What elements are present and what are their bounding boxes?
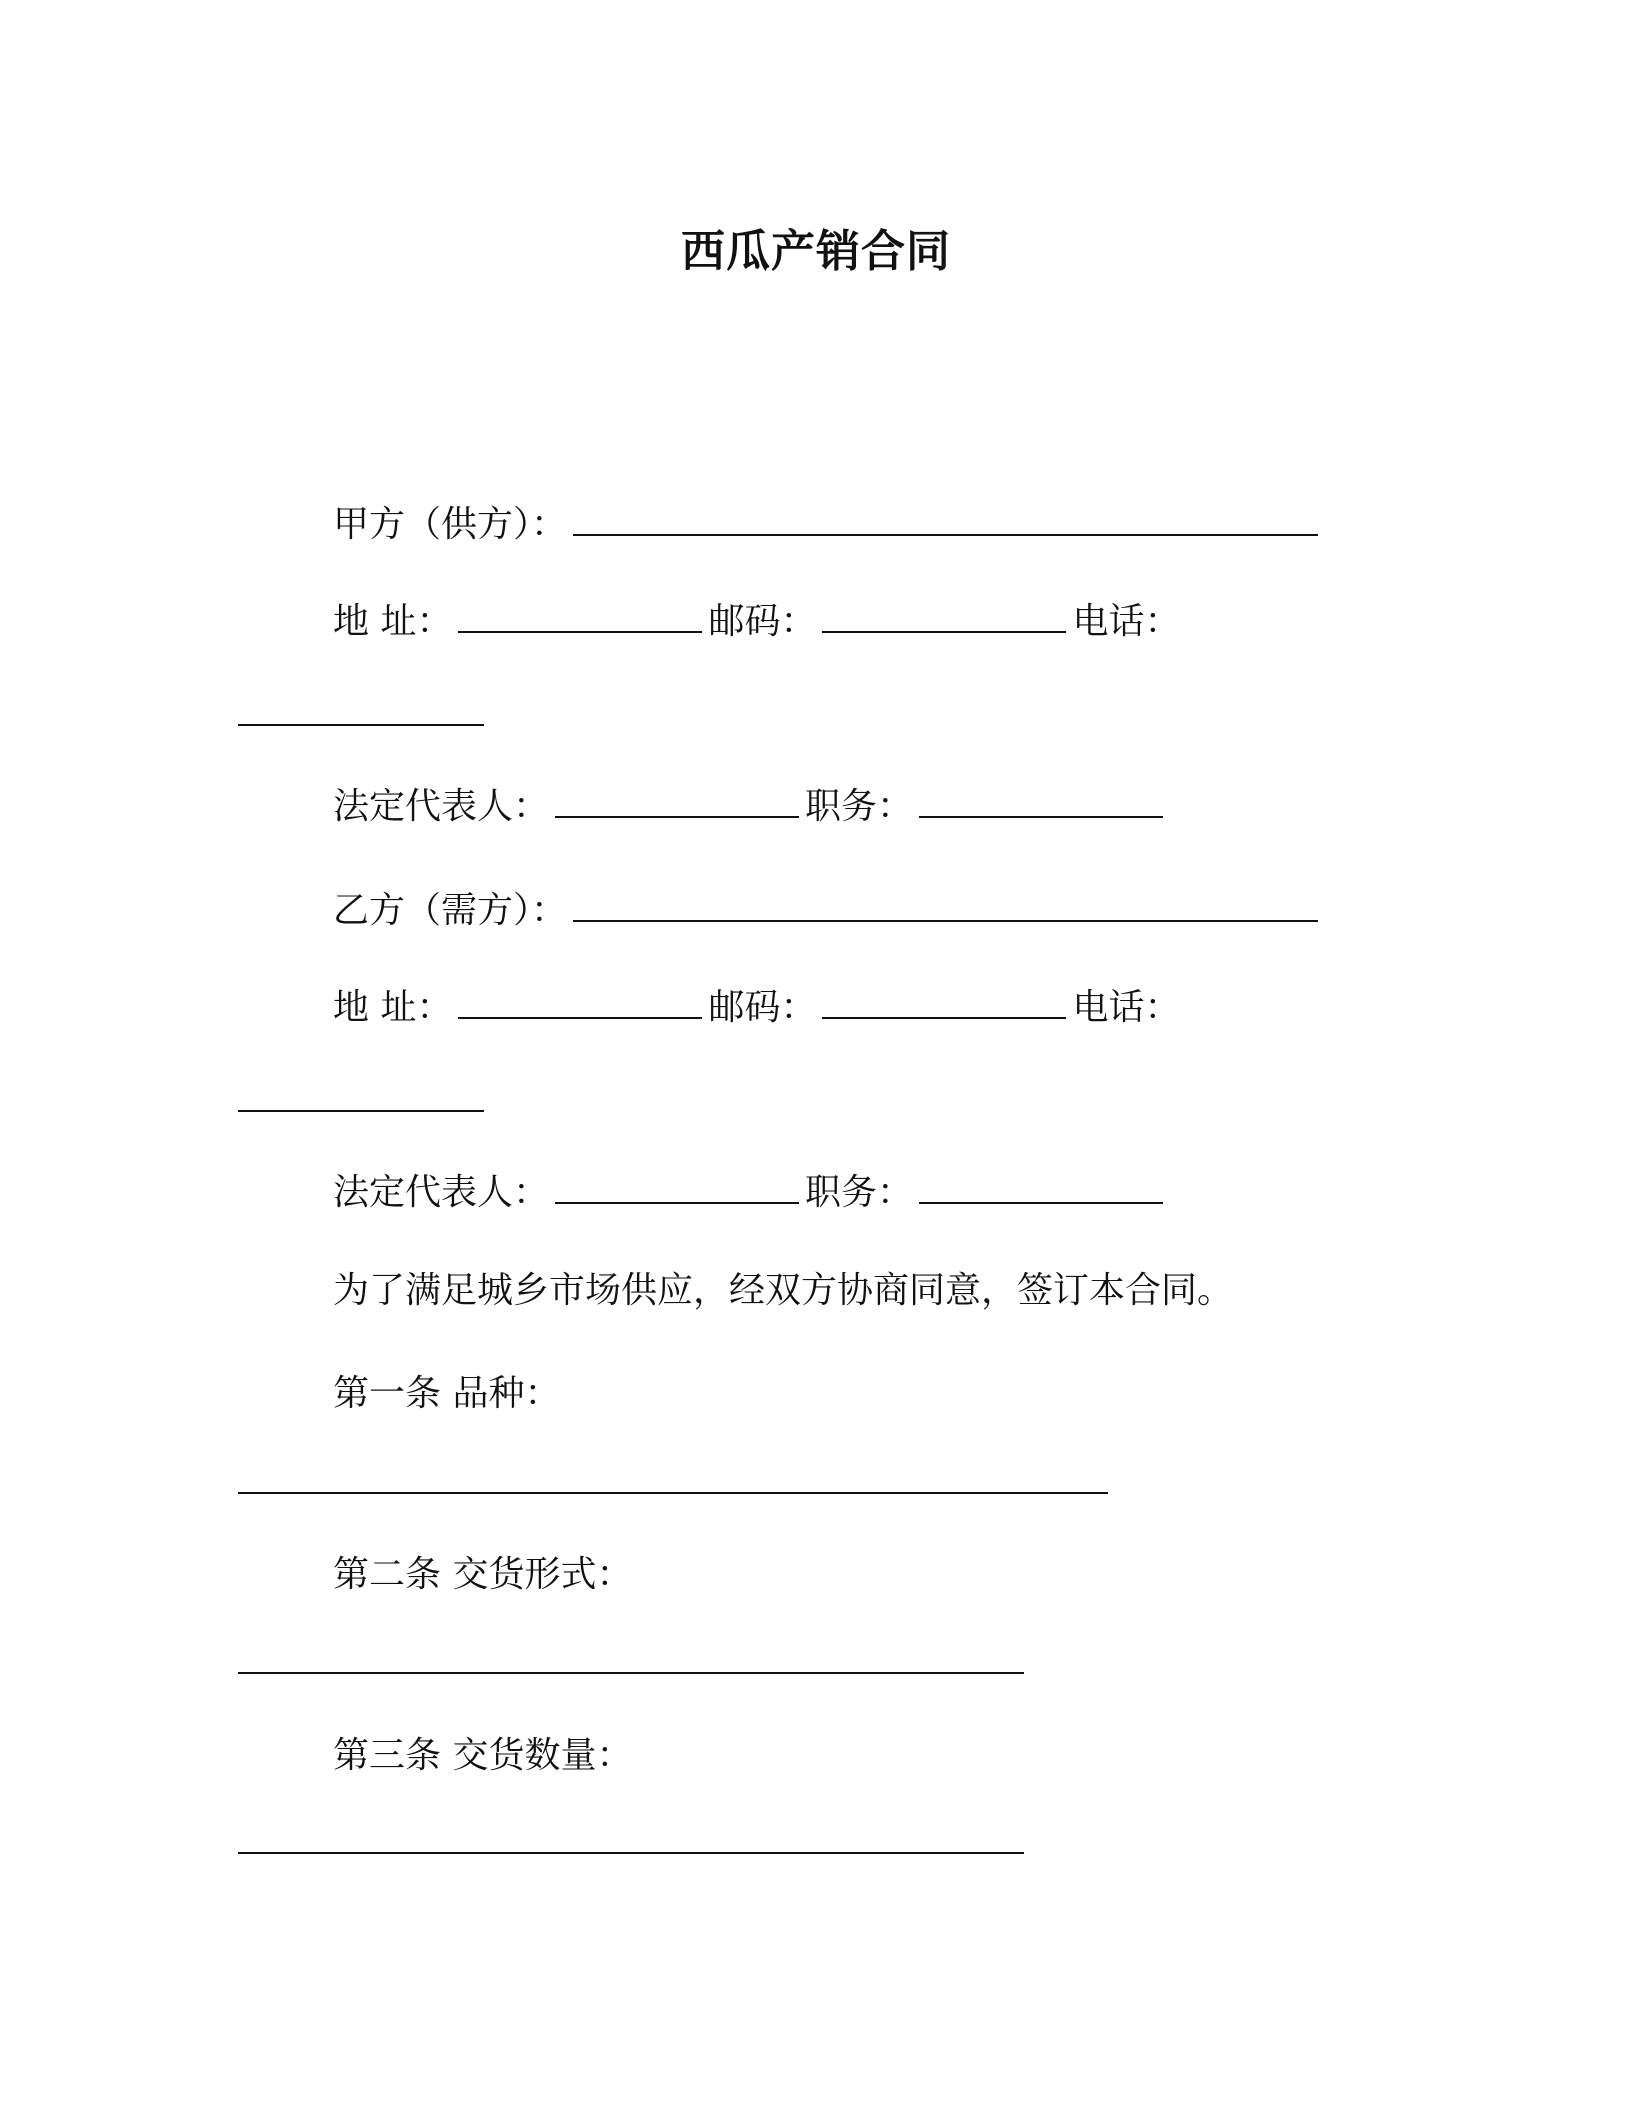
article-3-line	[238, 1818, 1030, 1868]
party-b-label: 乙方（需方）：	[333, 890, 568, 931]
party-a-address-blank[interactable]	[458, 597, 702, 633]
article-2-blank[interactable]	[238, 1638, 1024, 1674]
party-b-phone-blank[interactable]	[238, 1076, 484, 1112]
party-b-phone-line	[238, 1076, 490, 1126]
party-b-position-label: 职务：	[805, 1172, 914, 1213]
party-b-blank[interactable]	[573, 886, 1318, 922]
document-title: 西瓜产销合同	[681, 226, 951, 277]
party-a-address-label: 地 址：	[333, 601, 453, 642]
article-1-label: 第一条 品种：	[333, 1373, 561, 1414]
party-b-address-label: 地 址：	[333, 987, 453, 1028]
party-a-position-blank[interactable]	[919, 782, 1163, 818]
party-b-address-blank[interactable]	[458, 983, 702, 1019]
party-a-phone-line	[238, 690, 490, 740]
article-3-label: 第三条 交货数量：	[333, 1735, 633, 1776]
article-1-line	[238, 1458, 1114, 1508]
party-b-rep-blank[interactable]	[555, 1168, 799, 1204]
party-a-phone-blank[interactable]	[238, 690, 484, 726]
party-b-rep-label: 法定代表人：	[333, 1172, 550, 1213]
party-a-rep-label: 法定代表人：	[333, 786, 550, 827]
party-a-blank[interactable]	[573, 500, 1318, 536]
party-a-label: 甲方（供方）：	[333, 504, 568, 545]
party-b-postcode-label: 邮码：	[708, 987, 817, 1028]
party-a-rep-line	[333, 782, 1169, 832]
party-a-address-line	[333, 597, 1180, 647]
article-2-line	[238, 1638, 1030, 1688]
party-a-line	[333, 500, 1324, 550]
party-a-position-label: 职务：	[805, 786, 914, 827]
article-1-blank[interactable]	[238, 1458, 1108, 1494]
party-b-line	[333, 886, 1324, 936]
party-b-postcode-blank[interactable]	[822, 983, 1066, 1019]
party-b-address-line	[333, 983, 1180, 1033]
party-a-rep-blank[interactable]	[555, 782, 799, 818]
intro-paragraph: 为了满足城乡市场供应，经双方协商同意，签订本合同。	[333, 1270, 1234, 1311]
party-b-rep-line	[333, 1168, 1169, 1218]
article-2-label: 第二条 交货形式：	[333, 1554, 633, 1595]
party-a-postcode-label: 邮码：	[708, 601, 817, 642]
party-a-phone-label: 电话：	[1072, 601, 1181, 642]
article-3-blank[interactable]	[238, 1818, 1024, 1854]
party-a-postcode-blank[interactable]	[822, 597, 1066, 633]
party-b-phone-label: 电话：	[1072, 987, 1181, 1028]
party-b-position-blank[interactable]	[919, 1168, 1163, 1204]
